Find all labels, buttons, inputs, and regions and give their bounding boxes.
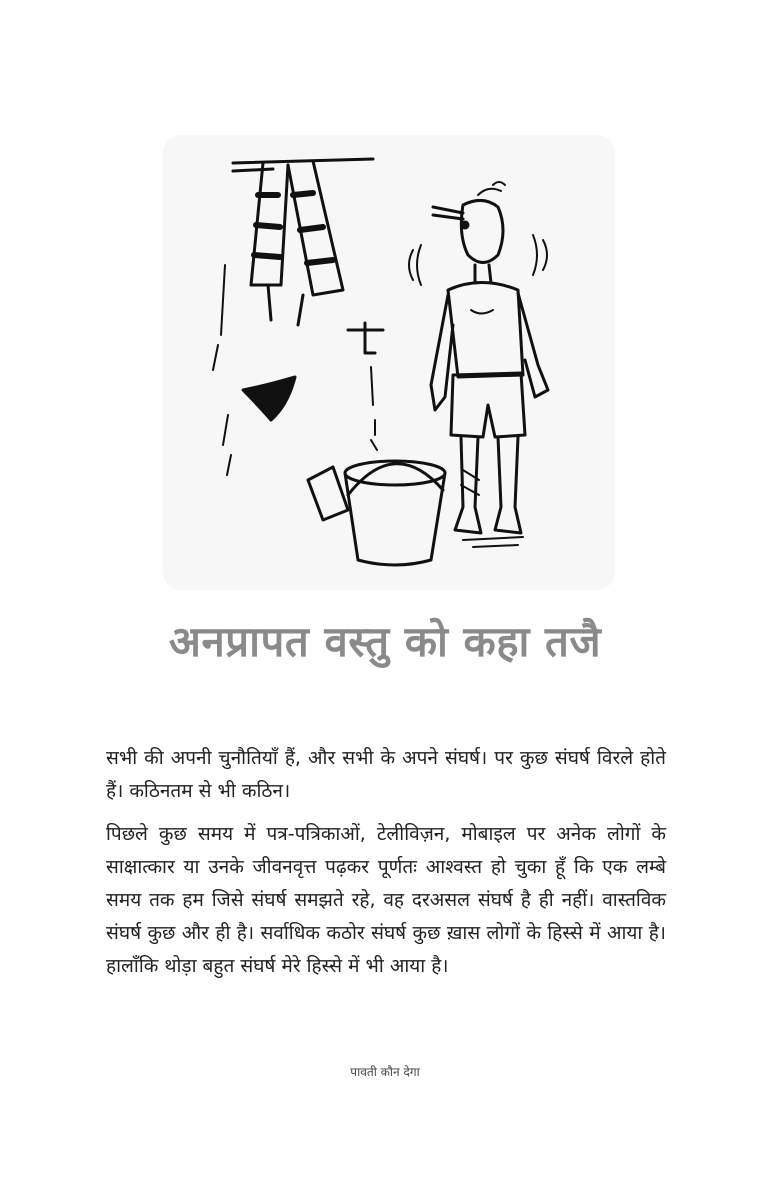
chapter-title: अनप्रापत वस्तु को कहा तजै <box>168 617 602 666</box>
undergarment <box>243 377 295 420</box>
footer-book-title: पावती कौन देगा <box>350 1065 420 1079</box>
man-leg-left <box>455 437 481 533</box>
man-torso <box>448 283 523 378</box>
cartoon-illustration <box>163 135 615 590</box>
man-shorts <box>451 373 525 437</box>
bucket-body <box>345 473 445 565</box>
mug <box>308 467 348 520</box>
paragraph: सभी की अपनी चुनौतियाँ हैं, और सभी के अपने संघर्ष। पर कुछ संघर्ष विरले होते हैं। कठिनतम से भी कठिन। <box>106 747 666 802</box>
tap <box>348 323 383 353</box>
body-text <box>106 742 666 993</box>
paragraph: पिछले कुछ समय में पत्र-पत्रिकाओं, टेलीविज़न, मोबाइल पर अनेक लोगों के साक्षात्कार या उनके जीवनवृत्त पढ़कर पूर्णतः आश्वस्त हो चुका हूँ कि एक लम्बे समय तक हम जिसे संघर्ष समझते रहे, वह दरअसल संघर्ष है ही नहीं। वास्तविक संघर्ष कुछ और ही है। सर्वाधिक कठोर संघर्ष कुछ ख़ास लोगों के हिस्से में आया है। हालाँकि थोड़ा बहुत संघर्ष मेरे हिस्से में भी आया है। <box>106 823 666 977</box>
man-head <box>461 200 503 262</box>
towel-rail <box>233 159 373 163</box>
cartoon-man-bathing <box>163 135 615 590</box>
man-leg-right <box>495 437 521 533</box>
